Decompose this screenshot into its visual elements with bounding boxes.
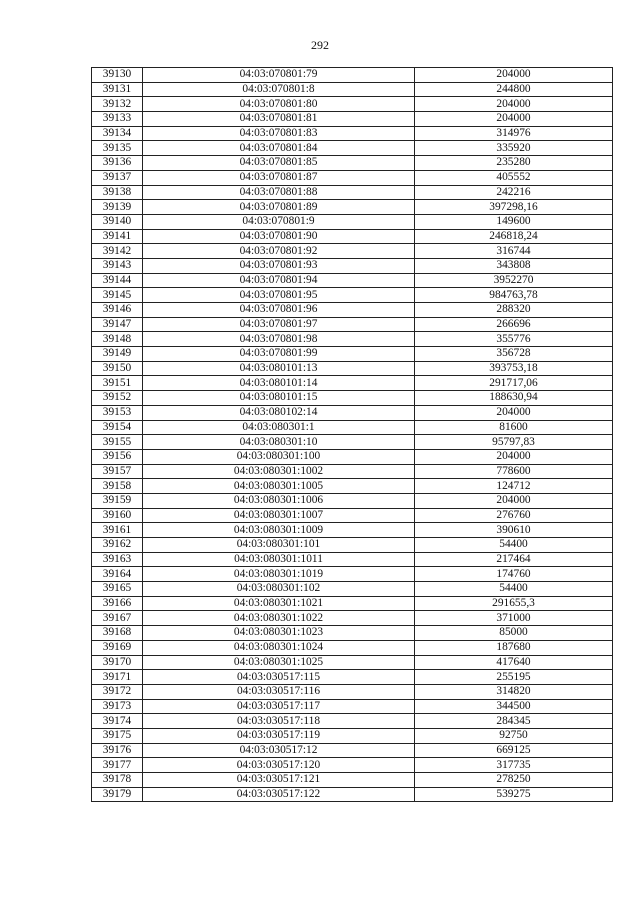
cadastral-value-cell: 204000 [415,449,613,464]
row-number-cell: 39146 [92,303,143,318]
row-number-cell: 39143 [92,258,143,273]
cadastral-value-cell: 343808 [415,258,613,273]
table-row [92,405,613,420]
cadastral-number-cell: 04:03:080301:1025 [143,655,415,670]
cadastral-number-cell: 04:03:030517:119 [143,728,415,743]
table-row [92,214,613,229]
table-row [92,229,613,244]
cadastral-number-cell: 04:03:070801:97 [143,317,415,332]
table-row [92,391,613,406]
cadastral-number-cell: 04:03:070801:95 [143,288,415,303]
table-row [92,68,613,83]
row-number-cell: 39137 [92,170,143,185]
cadastral-value-cell: 54400 [415,582,613,597]
cadastral-value-cell: 314976 [415,126,613,141]
cadastral-number-cell: 04:03:070801:88 [143,185,415,200]
table-row [92,758,613,773]
table-row [92,141,613,156]
row-number-cell: 39155 [92,435,143,450]
cadastral-value-cell: 204000 [415,405,613,420]
cadastral-number-cell: 04:03:030517:116 [143,684,415,699]
cadastral-value-cell: 95797,83 [415,435,613,450]
table-row [92,640,613,655]
cadastral-value-cell: 291717,06 [415,376,613,391]
row-number-cell: 39151 [92,376,143,391]
table-row [92,582,613,597]
cadastral-number-cell: 04:03:080301:1011 [143,552,415,567]
cadastral-value-cell: 390610 [415,523,613,538]
cadastral-value-cell: 85000 [415,626,613,641]
cadastral-number-cell: 04:03:070801:92 [143,244,415,259]
row-number-cell: 39164 [92,567,143,582]
table-row [92,552,613,567]
cadastral-number-cell: 04:03:080301:1022 [143,611,415,626]
cadastral-value-cell: 284345 [415,714,613,729]
row-number-cell: 39136 [92,156,143,171]
table-row [92,567,613,582]
cadastral-value-cell: 92750 [415,728,613,743]
row-number-cell: 39134 [92,126,143,141]
table-row [92,743,613,758]
cadastral-value-cell: 255195 [415,670,613,685]
row-number-cell: 39178 [92,773,143,788]
table-row [92,200,613,215]
row-number-cell: 39176 [92,743,143,758]
row-number-cell: 39162 [92,538,143,553]
cadastral-value-cell: 405552 [415,170,613,185]
cadastral-value-cell: 244800 [415,82,613,97]
cadastral-number-cell: 04:03:080102:14 [143,405,415,420]
table-row [92,493,613,508]
cadastral-value-table [91,67,613,802]
row-number-cell: 39140 [92,214,143,229]
cadastral-number-cell: 04:03:030517:117 [143,699,415,714]
cadastral-value-cell: 316744 [415,244,613,259]
table-row [92,670,613,685]
table-row [92,244,613,259]
cadastral-value-cell: 778600 [415,464,613,479]
cadastral-number-cell: 04:03:080301:1006 [143,493,415,508]
cadastral-value-cell: 204000 [415,112,613,127]
cadastral-number-cell: 04:03:080101:15 [143,391,415,406]
row-number-cell: 39144 [92,273,143,288]
cadastral-value-cell: 371000 [415,611,613,626]
cadastral-number-cell: 04:03:070801:83 [143,126,415,141]
table-row [92,479,613,494]
row-number-cell: 39166 [92,596,143,611]
row-number-cell: 39173 [92,699,143,714]
table-row [92,97,613,112]
table-body [92,68,613,802]
table-row [92,317,613,332]
cadastral-number-cell: 04:03:070801:96 [143,303,415,318]
table-row [92,684,613,699]
table-row [92,538,613,553]
row-number-cell: 39135 [92,141,143,156]
cadastral-value-cell: 288320 [415,303,613,318]
cadastral-number-cell: 04:03:080301:1009 [143,523,415,538]
row-number-cell: 39156 [92,449,143,464]
cadastral-value-cell: 317735 [415,758,613,773]
cadastral-number-cell: 04:03:080301:100 [143,449,415,464]
table-row [92,449,613,464]
cadastral-value-cell: 81600 [415,420,613,435]
cadastral-number-cell: 04:03:080101:14 [143,376,415,391]
table-row [92,303,613,318]
cadastral-number-cell: 04:03:080301:1024 [143,640,415,655]
cadastral-number-cell: 04:03:030517:120 [143,758,415,773]
cadastral-value-cell: 276760 [415,508,613,523]
cadastral-value-cell: 397298,16 [415,200,613,215]
cadastral-number-cell: 04:03:070801:90 [143,229,415,244]
table-row [92,728,613,743]
cadastral-number-cell: 04:03:070801:79 [143,68,415,83]
cadastral-number-cell: 04:03:070801:89 [143,200,415,215]
table-row [92,420,613,435]
cadastral-number-cell: 04:03:070801:8 [143,82,415,97]
row-number-cell: 39141 [92,229,143,244]
cadastral-value-cell: 355776 [415,332,613,347]
row-number-cell: 39170 [92,655,143,670]
cadastral-number-cell: 04:03:070801:99 [143,347,415,362]
row-number-cell: 39131 [92,82,143,97]
cadastral-value-cell: 188630,94 [415,391,613,406]
table-row [92,170,613,185]
row-number-cell: 39165 [92,582,143,597]
row-number-cell: 39147 [92,317,143,332]
cadastral-value-cell: 335920 [415,141,613,156]
cadastral-number-cell: 04:03:070801:98 [143,332,415,347]
row-number-cell: 39169 [92,640,143,655]
row-number-cell: 39160 [92,508,143,523]
row-number-cell: 39179 [92,787,143,802]
row-number-cell: 39159 [92,493,143,508]
cadastral-value-cell: 204000 [415,68,613,83]
table-row [92,156,613,171]
row-number-cell: 39138 [92,185,143,200]
table-row [92,464,613,479]
row-number-cell: 39171 [92,670,143,685]
row-number-cell: 39153 [92,405,143,420]
row-number-cell: 39157 [92,464,143,479]
table-row [92,714,613,729]
cadastral-number-cell: 04:03:030517:118 [143,714,415,729]
cadastral-value-cell: 149600 [415,214,613,229]
table-row [92,112,613,127]
cadastral-number-cell: 04:03:080301:1023 [143,626,415,641]
cadastral-value-cell: 314820 [415,684,613,699]
row-number-cell: 39175 [92,728,143,743]
row-number-cell: 39168 [92,626,143,641]
cadastral-value-cell: 174760 [415,567,613,582]
cadastral-value-cell: 124712 [415,479,613,494]
cadastral-number-cell: 04:03:030517:12 [143,743,415,758]
row-number-cell: 39149 [92,347,143,362]
row-number-cell: 39150 [92,361,143,376]
cadastral-number-cell: 04:03:030517:121 [143,773,415,788]
cadastral-number-cell: 04:03:030517:115 [143,670,415,685]
table-row [92,626,613,641]
cadastral-value-cell: 344500 [415,699,613,714]
row-number-cell: 39152 [92,391,143,406]
table-row [92,273,613,288]
cadastral-number-cell: 04:03:070801:94 [143,273,415,288]
table-row [92,126,613,141]
row-number-cell: 39174 [92,714,143,729]
cadastral-number-cell: 04:03:070801:81 [143,112,415,127]
table-row [92,361,613,376]
cadastral-number-cell: 04:03:030517:122 [143,787,415,802]
cadastral-value-cell: 356728 [415,347,613,362]
cadastral-number-cell: 04:03:070801:93 [143,258,415,273]
cadastral-value-cell: 187680 [415,640,613,655]
table-row [92,655,613,670]
table-row [92,787,613,802]
cadastral-value-cell: 278250 [415,773,613,788]
row-number-cell: 39163 [92,552,143,567]
row-number-cell: 39158 [92,479,143,494]
cadastral-number-cell: 04:03:070801:80 [143,97,415,112]
cadastral-number-cell: 04:03:080301:1007 [143,508,415,523]
row-number-cell: 39172 [92,684,143,699]
cadastral-number-cell: 04:03:080301:1 [143,420,415,435]
cadastral-value-cell: 266696 [415,317,613,332]
row-number-cell: 39142 [92,244,143,259]
row-number-cell: 39167 [92,611,143,626]
cadastral-number-cell: 04:03:080301:10 [143,435,415,450]
cadastral-number-cell: 04:03:080301:1021 [143,596,415,611]
table-row [92,185,613,200]
cadastral-value-cell: 204000 [415,97,613,112]
row-number-cell: 39154 [92,420,143,435]
table-row [92,347,613,362]
table-row [92,332,613,347]
row-number-cell: 39145 [92,288,143,303]
cadastral-number-cell: 04:03:080101:13 [143,361,415,376]
cadastral-number-cell: 04:03:070801:9 [143,214,415,229]
cadastral-value-cell: 3952270 [415,273,613,288]
cadastral-value-cell: 291655,3 [415,596,613,611]
table-row [92,699,613,714]
cadastral-value-cell: 54400 [415,538,613,553]
table-row [92,523,613,538]
cadastral-value-cell: 217464 [415,552,613,567]
cadastral-value-cell: 393753,18 [415,361,613,376]
row-number-cell: 39148 [92,332,143,347]
cadastral-number-cell: 04:03:070801:85 [143,156,415,171]
table-row [92,596,613,611]
cadastral-number-cell: 04:03:080301:101 [143,538,415,553]
table-row [92,258,613,273]
table-row [92,508,613,523]
cadastral-number-cell: 04:03:080301:1002 [143,464,415,479]
table-row [92,611,613,626]
cadastral-value-cell: 235280 [415,156,613,171]
cadastral-value-cell: 204000 [415,493,613,508]
table-row [92,773,613,788]
cadastral-value-cell: 246818,24 [415,229,613,244]
cadastral-number-cell: 04:03:070801:84 [143,141,415,156]
cadastral-value-cell: 539275 [415,787,613,802]
cadastral-number-cell: 04:03:080301:1019 [143,567,415,582]
table-row [92,288,613,303]
cadastral-value-cell: 242216 [415,185,613,200]
row-number-cell: 39177 [92,758,143,773]
row-number-cell: 39139 [92,200,143,215]
cadastral-number-cell: 04:03:080301:1005 [143,479,415,494]
page-number: 292 [311,38,329,52]
table-row [92,82,613,97]
row-number-cell: 39130 [92,68,143,83]
row-number-cell: 39132 [92,97,143,112]
cadastral-value-cell: 417640 [415,655,613,670]
cadastral-number-cell: 04:03:070801:87 [143,170,415,185]
table-row [92,435,613,450]
cadastral-value-cell: 984763,78 [415,288,613,303]
cadastral-number-cell: 04:03:080301:102 [143,582,415,597]
table-row [92,376,613,391]
row-number-cell: 39161 [92,523,143,538]
cadastral-value-cell: 669125 [415,743,613,758]
row-number-cell: 39133 [92,112,143,127]
